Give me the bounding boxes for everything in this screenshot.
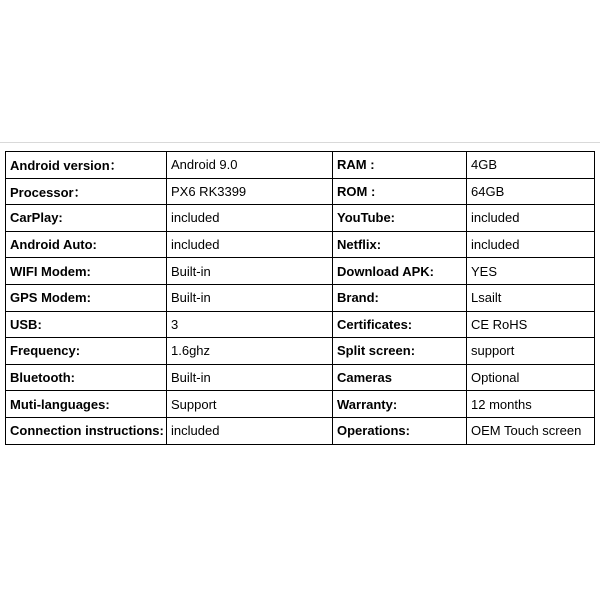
table-row	[6, 205, 595, 232]
spec-label: Android Auto:	[6, 231, 167, 258]
spec-label: ROM :	[333, 178, 467, 205]
spec-label: Bluetooth:	[6, 364, 167, 391]
table-row	[6, 364, 595, 391]
spec-table	[5, 151, 595, 445]
spec-value: Built-in	[167, 364, 333, 391]
table-row	[6, 152, 595, 179]
spec-value: Support	[167, 391, 333, 418]
spec-label: Netflix:	[333, 231, 467, 258]
table-row	[6, 258, 595, 285]
spec-label: USB:	[6, 311, 167, 338]
table-row	[6, 311, 595, 338]
spec-value: Android 9.0	[167, 152, 333, 179]
table-row	[6, 178, 595, 205]
table-row	[6, 338, 595, 365]
spec-table-body	[6, 152, 595, 445]
table-row	[6, 417, 595, 444]
spec-value: YES	[467, 258, 595, 285]
spec-value: 12 months	[467, 391, 595, 418]
spec-value: Built-in	[167, 284, 333, 311]
spec-label: Download APK:	[333, 258, 467, 285]
table-row	[6, 231, 595, 258]
spec-label: Processor：	[6, 178, 167, 205]
spec-label: WIFI Modem:	[6, 258, 167, 285]
spec-value: 1.6ghz	[167, 338, 333, 365]
spec-label: YouTube:	[333, 205, 467, 232]
table-row	[6, 284, 595, 311]
spec-value: PX6 RK3399	[167, 178, 333, 205]
spec-label: Split screen:	[333, 338, 467, 365]
spec-label: Cameras	[333, 364, 467, 391]
table-row	[6, 391, 595, 418]
spec-value: 4GB	[467, 152, 595, 179]
spec-label: Connection instructions:	[6, 417, 167, 444]
spec-label: CarPlay:	[6, 205, 167, 232]
spec-label: Warranty:	[333, 391, 467, 418]
spec-label: Certificates:	[333, 311, 467, 338]
spec-value: support	[467, 338, 595, 365]
spec-label: GPS Modem:	[6, 284, 167, 311]
spec-value: Lsailt	[467, 284, 595, 311]
spec-label: Muti-languages:	[6, 391, 167, 418]
spec-value: included	[167, 417, 333, 444]
spec-label: Operations:	[333, 417, 467, 444]
spec-value: included	[167, 231, 333, 258]
spec-label: Android version：	[6, 152, 167, 179]
spec-value: included	[467, 205, 595, 232]
spec-value: included	[167, 205, 333, 232]
spec-value: 3	[167, 311, 333, 338]
spec-label: Brand:	[333, 284, 467, 311]
spec-value: CE RoHS	[467, 311, 595, 338]
spec-value: Built-in	[167, 258, 333, 285]
spec-value: included	[467, 231, 595, 258]
spec-value: OEM Touch screen	[467, 417, 595, 444]
spec-value: Optional	[467, 364, 595, 391]
spec-label: RAM :	[333, 152, 467, 179]
spec-value: 64GB	[467, 178, 595, 205]
spec-label: Frequency:	[6, 338, 167, 365]
top-divider	[0, 142, 600, 143]
